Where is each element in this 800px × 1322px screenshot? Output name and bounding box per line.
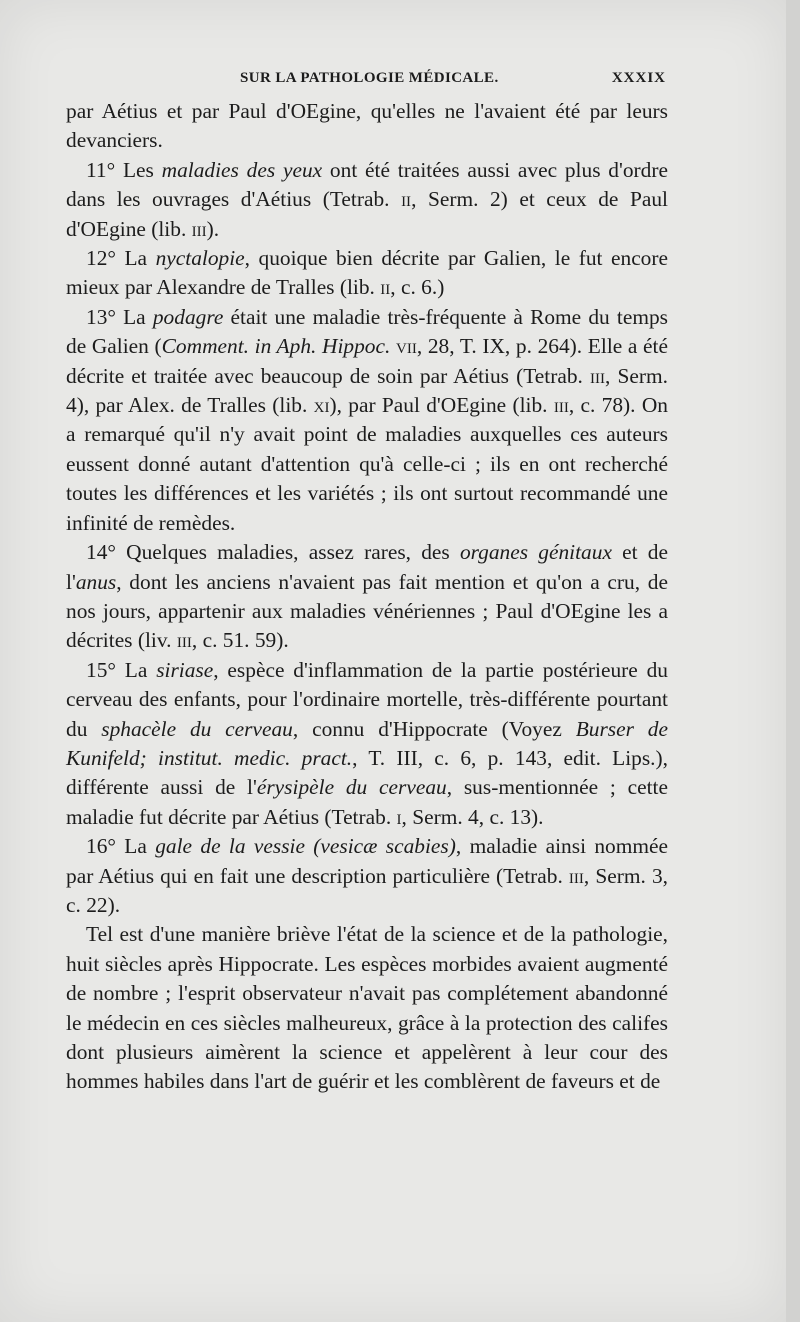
italic-term: sphacèle du cerveau <box>101 716 293 741</box>
paragraph-13-podagra <box>66 303 668 538</box>
text-run: 14° Quelques maladies, assez rares, des <box>86 540 460 565</box>
text-run: , Serm. 2) et ceux de Paul d'OEgine (lib. <box>66 187 668 241</box>
text-run: 13° La <box>86 304 153 329</box>
text-run: ), par Paul d'OEgine (lib. <box>329 393 554 418</box>
text-run: , 28, T. IX, p. 264). Elle a été décrite et traitée avec beaucoup de soin par Aétius (Tetrab. <box>66 334 668 388</box>
text-run: , connu d'Hippocrate (Voyez <box>292 716 576 741</box>
italic-term: Burser de Kunifeld; institut. medic. pract. <box>66 716 668 770</box>
paragraph-14-genital-organs <box>66 538 668 656</box>
text-run: , dont les anciens n'avaient pas fait mention et qu'on a cru, de nos jours, appartenir aux maladies vénériennes ; Paul d'OEgine les a décrites (liv. <box>66 569 668 653</box>
text-run: , maladie ainsi nommée par Aétius qui en fait une description particulière (Tetrab. <box>66 834 669 888</box>
text-run: 11° Les <box>86 157 162 182</box>
text-run: 15° La <box>86 657 157 682</box>
paragraph-11-eye-diseases <box>66 156 668 244</box>
text-run: , c. 6.) <box>390 275 445 300</box>
paragraph-16-bladder-scabies <box>66 832 668 920</box>
italic-term: maladies des yeux <box>161 157 323 182</box>
text-run: Tel est d'une manière briève l'état de la science et de la pathologie, huit siècles après Hippocrate. Les espèces morbides avaient augmenté de nombre ; l'esprit observateur n'avait pas complétement abandonné le médecin en ces siècles malheureux, grâce à la protection des califes dont plusieurs aimèrent la science et appelèrent à leur cour des hommes habiles dans l'art de guérir et les comblèrent de faveurs et de <box>66 922 668 1094</box>
text-run: , T. III, c. 6, p. 143, edit. Lips.), différente aussi de l' <box>66 745 669 800</box>
roman-numeral: iii <box>568 863 584 888</box>
roman-numeral: i <box>396 804 402 829</box>
italic-term: siriase <box>156 657 214 682</box>
italic-term: nyctalopie <box>155 246 245 271</box>
italic-term: érysipèle du cerveau <box>256 775 447 800</box>
roman-numeral: ii <box>401 187 412 212</box>
text-run: était une maladie très-fréquente à Rome du temps de Galien ( <box>66 304 669 359</box>
text-run: , c. 51. 59). <box>191 628 289 653</box>
text-run: , c. 78). On a remarqué qu'il n'y avait point de maladies auxquelles ces auteurs eussent donné autant d'attention qu'à celle-ci ; ils en ont recherché toutes les différences et les variétés ; ils ont surtout recommandé une infinité de remèdes. <box>66 393 668 535</box>
roman-numeral: vii <box>396 334 417 359</box>
paragraph-conclusion <box>66 920 668 1096</box>
text-run: ). <box>206 216 220 241</box>
body-text <box>66 97 668 1097</box>
running-title: SUR LA PATHOLOGIE MÉDICALE. <box>240 70 499 86</box>
text-run: , Serm. 3, c. 22). <box>66 863 668 917</box>
roman-numeral: iii <box>191 216 207 241</box>
roman-numeral: iii <box>553 393 569 418</box>
roman-numeral: iii <box>590 363 606 388</box>
roman-numeral: iii <box>176 628 192 653</box>
text-run: , quoique bien décrite par Galien, le fut encore mieux par Alexandre de Tralles (lib. <box>66 246 668 300</box>
text-run: , espèce d'inflammation de la partie postérieure du cerveau des enfants, pour l'ordinaire mortelle, très-différente pourtant du <box>66 657 668 741</box>
text-run: 12° La <box>86 246 156 271</box>
paragraph-15-siriasis <box>66 656 668 832</box>
roman-numeral: xi <box>313 393 330 418</box>
page-number: XXXIX <box>611 70 666 86</box>
italic-term: organes génitaux <box>459 540 612 565</box>
italic-term: Comment. in Aph. Hippoc. <box>161 334 391 359</box>
text-run: , sus-mentionnée ; cette maladie fut décrite par Aétius (Tetrab. <box>66 775 668 829</box>
page-edge <box>786 0 800 1322</box>
text-run: , Serm. 4), par Alex. de Tralles (lib. <box>66 363 668 418</box>
italic-term: anus <box>75 569 117 594</box>
running-header <box>66 70 666 94</box>
text-run: et de l' <box>66 540 668 594</box>
italic-term: podagre <box>152 304 224 329</box>
roman-numeral: ii <box>380 275 391 300</box>
text-run: , Serm. 4, c. 13). <box>401 804 544 829</box>
paragraph-continuation: par Aétius et par Paul d'OEgine, qu'elles ne l'avaient été par leurs devanciers. <box>66 99 668 153</box>
text-run: 16° La <box>86 834 156 859</box>
text-run: ont été traitées aussi avec plus d'ordre dans les ouvrages d'Aétius (Tetrab. <box>66 157 668 212</box>
paragraph-12-nyctalopia <box>66 244 668 303</box>
italic-term: gale de la vessie (vesicæ scabies) <box>155 834 456 859</box>
